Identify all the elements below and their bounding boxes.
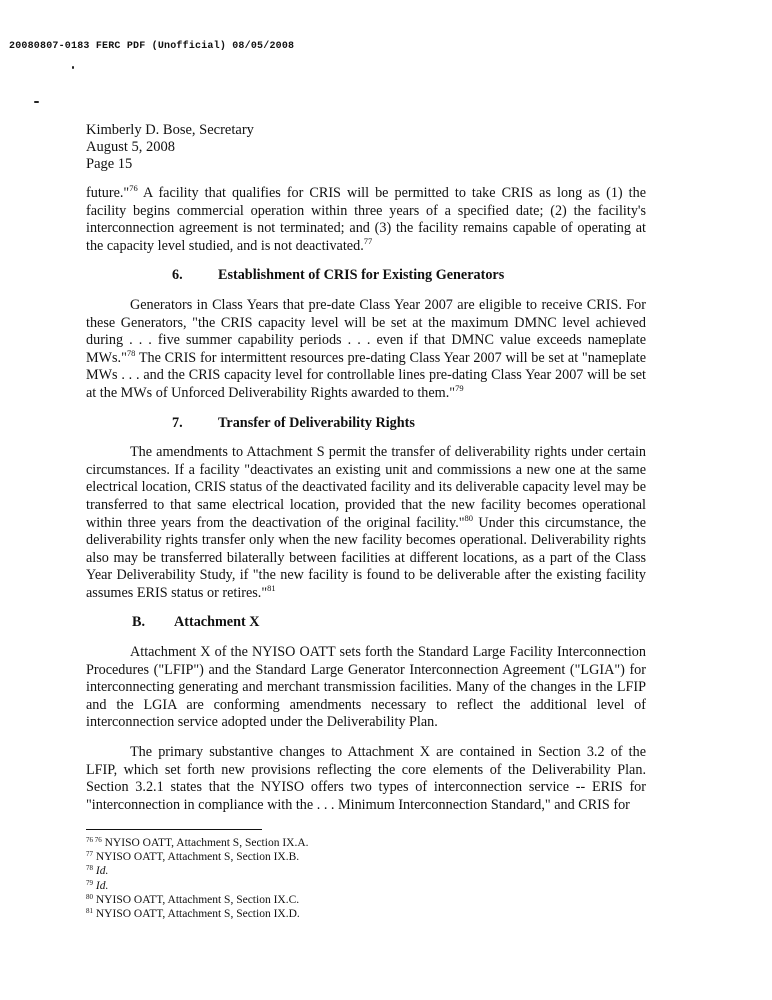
footnote-ref: 76	[129, 183, 138, 193]
footnote-ref: 77	[363, 235, 373, 246]
footnote-mark: 77	[86, 850, 93, 859]
footnote-ref: 81	[267, 582, 276, 593]
footnote-mark: 80	[86, 892, 93, 901]
section-title: Establishment of CRIS for Existing Generators	[218, 267, 505, 284]
paragraph: The amendments to Attachment S permit the transfer of deliverability rights under certain circumstances. If a facility "deactivates an existing unit and commissions a new one at the same electrical location, CRIS status of the deactivated facility and its deliverable capacity level may be transferred to that same electrical location, provided that the new facility becomes operational within three years from the deactivation of the original facility."$^{80}$ Under this circumstance, the deliverability rights transfer only when the new facility becomes operational. Deliverability rights also may be transferred bilaterally between facilities at different locations, as a part of the Class Year Deliverability Study, if "the new facility is found to be deliverable after the existing facility assumes ERIS status or retires."$^{81}$	[86, 444, 646, 601]
page-number: Page 15	[86, 156, 133, 172]
footnote-mark: 78	[86, 864, 93, 873]
section-number: 7.	[172, 414, 183, 431]
footnote-ref: 79	[455, 382, 464, 393]
section-heading	[86, 267, 646, 285]
paragraph: Attachment X of the NYISO OATT sets forth the Standard Large Facility Interconnection Procedures ("LFIP") and the Standard Large Generator Interconnection Agreement ("LGIA") for interconnecting generating and merchant transmission facilities. Many of the changes in the LFIP and the LGIA are conforming amendments necessary to reflect the additional level of interconnection service adopted under the Deliverability Plan.	[86, 644, 646, 731]
footnote-mark: 76 76	[86, 836, 102, 844]
footnote-ref: 78	[126, 347, 136, 358]
section-number: 6.	[172, 267, 183, 284]
document-body	[86, 185, 646, 814]
paragraph-gap	[86, 732, 646, 744]
footnote-mark: 79	[86, 878, 93, 887]
fax-header-stamp: 20080807-0183 FERC PDF (Unofficial) 08/05/2008	[9, 41, 295, 52]
section-heading	[86, 415, 646, 433]
paragraph: Generators in Class Years that pre-date Class Year 2007 are eligible to receive CRIS. For these Generators, "the CRIS capacity level will be set at the maximum DMNC level achieved during . . . five summer capability periods . . . even if that DMNC value exceeds nameplate MWs."$^{78}$ The CRIS for intermittent resources pre-dating Class Year 2007 will be set at "nameplate MWs . . . and the CRIS capacity level for controllable lines pre-dating Class Year 2007 will be set at the MWs of Unforced Deliverability Rights awarded to them."$^{79}$	[86, 296, 646, 401]
footnote-divider	[86, 829, 262, 830]
footnotes	[86, 836, 309, 921]
section-title: Transfer of Deliverability Rights	[218, 414, 415, 431]
scan-speck	[34, 101, 39, 103]
footnote: $^{78}$ Id.	[86, 864, 109, 878]
footnote-mark: 81	[86, 907, 93, 916]
addressee: Kimberly D. Bose, Secretary	[86, 122, 254, 138]
footnote: $^{77}$ NYISO OATT, Attachment S, Section IX.B.	[86, 850, 300, 864]
section-number: B.	[132, 614, 146, 631]
footnote: $^{76 76}$ NYISO OATT, Attachment S, Section IX.A.	[86, 836, 309, 849]
paragraph: The primary substantive changes to Attachment X are contained in Section 3.2 of the LFIP, which set forth new provisions reflecting the core elements of the Deliverability Plan. Section 3.2.1 states that the NYISO offers two types of interconnection service -- ERIS for "interconnection in compliance with the . . . Minimum Interconnection Standard," and CRIS for	[86, 744, 646, 813]
paragraph: future."$^{76}$ A facility that qualifies for CRIS will be permitted to take CRIS as long as (1) the facility begins commercial operation within three years of a specified date; (2) the facility's interconnection agreement is not terminated; and (3) the facility remains capable of operating at the capacity level studied, and is not deactivated.$^{77}$	[86, 183, 646, 254]
section-heading	[86, 614, 646, 632]
scan-speck	[72, 66, 74, 69]
footnote: $^{79}$ Id.	[86, 878, 109, 892]
footnote: $^{80}$ NYISO OATT, Attachment S, Section IX.C.	[86, 892, 300, 906]
section-title: Attachment X	[174, 614, 260, 631]
footnote: $^{81}$ NYISO OATT, Attachment S, Section IX.D.	[86, 907, 300, 921]
footnote-ref: 80	[464, 512, 474, 523]
letter-date: August 5, 2008	[86, 139, 176, 155]
letter-header	[86, 122, 254, 173]
